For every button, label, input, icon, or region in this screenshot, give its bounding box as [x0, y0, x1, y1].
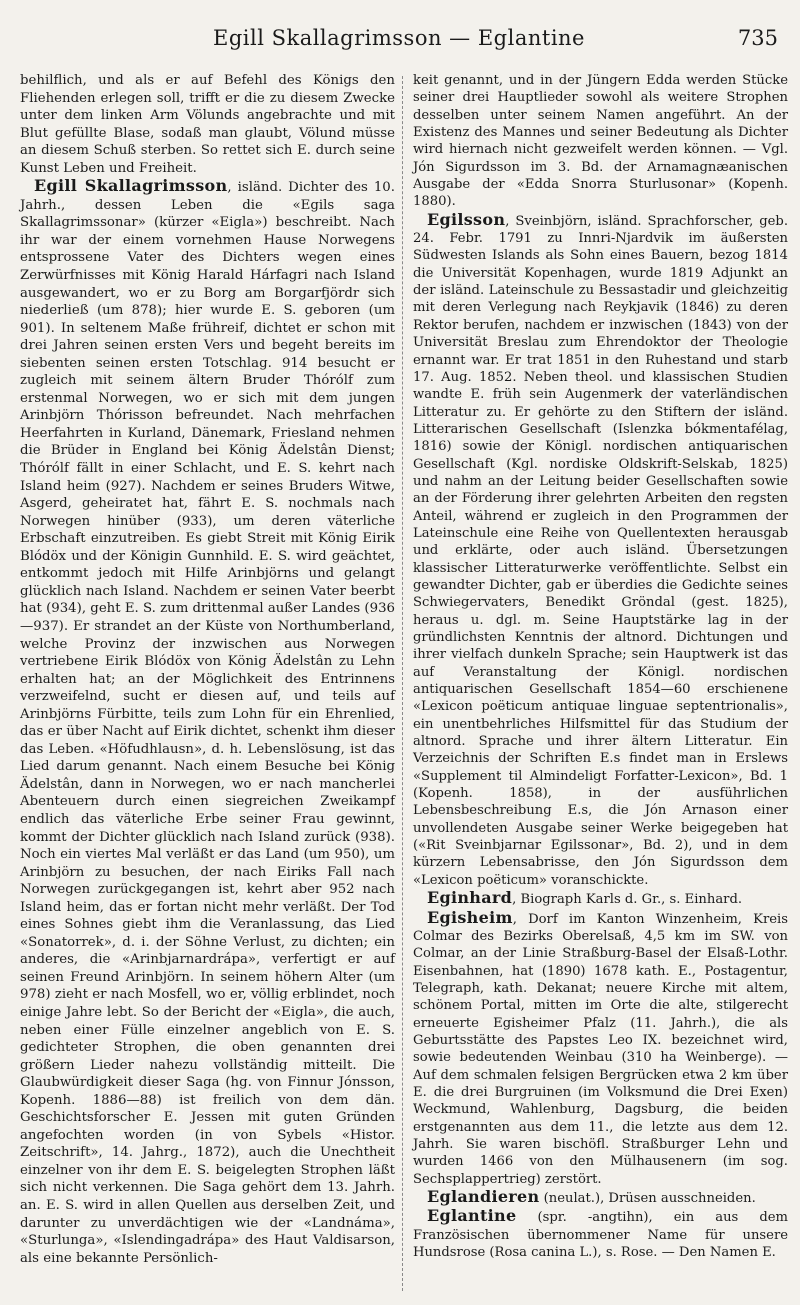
entry-headword: Eglantine: [427, 1206, 517, 1226]
continued-paragraph: [413, 72, 788, 211]
entry-text: (neulat.), Drüsen ausschneiden.: [539, 1191, 756, 1206]
entry-text: (spr. -angtihn), ein aus dem Französischen übernommener Name für unsere Hundsrose (Rosa canina L.), s. Rose. — Den Namen E.: [413, 1210, 788, 1261]
entry-eglandieren: [413, 1188, 788, 1207]
entry-text: , Dorf im Kanton Winzenheim, Kreis Colmar des Bezirks Oberelsaß, 4,5 km im SW. von Colmar, an der Linie Straßburg-Basel der Elsaß-Lothr. Eisenbahnen, hat (1890) 1678 kath. E., Postagentur, Telegraph, kath. Dekanat; neuere Kirche mit altem, schönem Portal, mitten im Orte die alte, stilgerecht erneuerte Egisheimer Pfalz (11. Jahrh.), die als Geburtsstätte des Papstes Leo IX. bezeichnet wird, sowie bedeutenden Weinbau (310 ha Weinberge). — Auf dem schmalen felsigen Bergrücken etwa 2 km über E. die drei Burgruinen (im Volksmund die Drei Exen) Weckmund, Wahlenburg, Dagsburg, die beiden erstgenannten aus dem 11., die letzte aus dem 12. Jahrh. Sie waren bischöfl. Straßburger Lehn und wurden 1466 von den Mülhausenern (im sog. Sechsplappertrieg) zerstört.: [413, 911, 788, 1187]
running-title: Egill Skallagrimsson — Eglantine: [212, 26, 585, 50]
entry-headword: Egisheim: [427, 907, 513, 927]
left-column: [20, 72, 395, 1267]
entry-egill-skallagrimsson: [20, 177, 395, 1267]
entry-egisheim: [413, 909, 788, 1189]
paragraph-text: keit genannt, und in der Jüngern Edda werden Stücke seiner drei Hauptlieder sowohl als weitere Strophen desselben unter seinem Namen angeführt. An der Existenz des Mannes und seiner Bedeutung als Dichter wird hiernach nicht gezweifelt werden können. — Vgl. Jón Sigurdsson im 3. Bd. der Arnamagnæanischen Ausgabe der «Edda Snorra Sturlusonar» (Kopenh. 1880).: [413, 73, 788, 210]
entry-eglantine: [413, 1207, 788, 1261]
paragraph-text: behilflich, und als er auf Befehl des Königs den Fliehenden erlegen soll, trifft er die zu diesem Zwecke unter dem linken Arm Völunds angebrachte und mit Blut gefüllte Blase, sodaß man glaubt, Völund müsse an diesem Schuß sterben. So rettet sich E. durch seine Kunst Leben und Freiheit.: [20, 73, 395, 176]
entry-headword: Eglandieren: [427, 1187, 540, 1206]
entry-headword: Eginhard: [427, 888, 513, 908]
page-header: [20, 12, 778, 52]
entry-headword: Egilsson: [427, 209, 506, 229]
entry-text: , isländ. Dichter des 10. Jahrh., dessen Leben die «Egils saga Skallagrimssonar» (kürzer «Eigla») beschreibt. Nach ihr war der einem vornehmen Hause Norwegens entsprossene Vater des Dichters wegen eines Zerwürfnisses mit König Harald Hárfagri nach Island ausgewandert, wo er zu Borg am Borgarfjördr sich niederließ (um 878); hier wurde E. S. geboren (um 901). In seltenem Maße frühreif, dichtet er schon mit drei Jahren seinen ersten Vers und begeht bereits im siebenten seinen ersten Totschlag. 914 besucht er zugleich mit seinem ältern Bruder Thórólf zum erstenmal Norwegen, wo er sich mit dem jungen Arinbjörn Thórisson befreundet. Nach mehrfachen Heerfahrten in Kurland, Dänemark, Friesland nehmen die Brüder in England bei König Ädelstân Dienst; Thórólf fällt in einer Schlacht, und E. S. kehrt nach Island heim (927). Nachdem er seines Bruders Witwe, Asgerd, geheiratet hat, fährt E. S. nochmals nach Norwegen hinüber (933), um deren väterliche Erbschaft einzutreiben. Es giebt Streit mit König Eirik Blódöx und der Königin Gunnhild. E. S. wird geächtet, entkommt jedoch mit Hilfe Arinbjörns und gelangt glücklich nach Island. Nachdem er seinen Vater beerbt hat (934), geht E. S. zum drittenmal außer Landes (936—937). Er strandet an der Küste von Northumberland, welche Provinz der inzwischen aus Norwegen vertriebene Eirik Blódöx von König Ädelstân zu Lehn erhalten hat; an der Möglichkeit des Entrinnens verzweifelnd, sucht er diesen auf, und teils auf Arinbjörns Fürbitte, teils zum Lohn für ein Ehrenlied, das er über Nacht auf Eirik dichtet, schenkt ihm dieser das Leben. «Höfudhlausn», d. h. Lebenslösung, ist das Lied darum genannt. Nach einem Besuche bei König Ädelstân, dann in Norwegen, wo er nach mancherlei Abenteuern durch einen siegreichen Zweikampf endlich das väterliche Erbe seiner Frau gewinnt, kommt der Dichter glücklich nach Island zurück (938). Noch ein viertes Mal verläßt er das Land (um 950), um Arinbjörn zu besuchen, der nach Eiriks Fall nach Norwegen zurückgegangen ist, kehrt aber 952 nach Island heim, das er fortan nicht mehr verläßt. Der Tod eines Sohnes giebt ihm die Veranlassung, das Lied «Sonatorrek», d. i. der Söhne Verlust, zu dichten; ein anderes, die «Arinbjarnardrápa», verfertigt er auf seinen Freund Arinbjörn. In seinem höhern Alter (um 978) zieht er nach Mosfell, wo er, völlig erblindet, noch einige Jahre lebt. So der Bericht der «Eigla», die auch, neben einer Fülle einzelner angeblich von E. S. gedichteter Strophen, die oben genannten drei größern Lieder nahezu vollständig mitteilt. Die Glaubwürdigkeit dieser Saga (hg. von Finnur Jónsson, Kopenh. 1886—88) ist freilich von dem dän. Geschichtsforscher E. Jessen mit guten Gründen angefochten worden (in von Sybels «Histor. Zeitschrift», 14. Jahrg., 1872), auch die Unechtheit einzelner von ihr dem E. S. beigelegten Strophen läßt sich nicht verkennen. Die Saga gehört dem 13. Jahrh. an. E. S. wird in allen Quellen aus derselben Zeit, und darunter zu unverdächtigen wie der «Landnáma», «Sturlunga», «Islendingadrápa» des Haut Valdisarson, als eine bekannte Persönlich-: [20, 180, 395, 1266]
right-column: [413, 72, 788, 1261]
entry-text: , Biograph Karls d. Gr., s. Einhard.: [512, 892, 743, 908]
entry-egilsson: [413, 211, 788, 889]
column-divider: [402, 76, 403, 1291]
entry-text: , Sveinbjörn, isländ. Sprachforscher, geb. 24. Febr. 1791 zu Innri-Njardvik im äußersten Südwesten Islands als Sohn eines Bauern, bezog 1814 die Universität Kopenhagen, wurde 1819 Adjunkt an der isländ. Lateinschule zu Bessastadir und gleichzeitig mit deren Verlegung nach Reykjavik (1846) zu deren Rektor berufen, nachdem er inzwischen (1843) von der Universität Breslau zum Ehrendoktor der Theologie ernannt war. Er trat 1851 in den Ruhestand und starb 17. Aug. 1852. Neben theol. und klassischen Studien wandte E. früh sein Augenmerk der vaterländischen Litteratur zu. Er gehörte zu den Stiftern der isländ. Litterarischen Gesellschaft (Islenzka bókmentafélag, 1816) sowie der Königl. nordischen antiquarischen Gesellschaft (Kgl. nordiske Oldskrift-Selskab, 1825) und nahm an der Leitung beider Gesellschaften sowie an der Förderung ihrer gelehrten Arbeiten den regsten Anteil, während er zugleich in den Programmen der Lateinschule eine Reihe von Quellentexten herausgab und erklärte, oder auch isländ. Übersetzungen klassischer Litteraturwerke veröffentlichte. Selbst ein gewandter Dichter, gab er überdies die Gedichte seines Schwiegervaters, Benedikt Gröndal (gest. 1825), heraus u. dgl. m. Seine Hauptstärke lag in der gründlichsten Kenntnis der altnord. Dichtungen und ihrer vielfach dunkeln Sprache; sein Hauptwerk ist das auf Veranstaltung der Königl. nordischen antiquarischen Gesellschaft 1854—60 erschienene «Lexicon poëticum antiquae linguae septentrionalis», ein unentbehrliches Hilfsmittel für das Studium der altnord. Sprache und ihrer ältern Litteratur. Ein Verzeichnis der Schriften E.s findet man in Erslews «Supplement til Almindeligt Forfatter-Lexicon», Bd. 1 (Kopenh. 1858), in der ausführlichen Lebensbeschreibung E.s, die Jón Arnason einer unvollendeten Ausgabe seiner Werke beigegeben hat («Rit Sveinbjarnar Egilssonar», Bd. 2), und in dem kürzern Lebensabrisse, den Jón Sigurdsson dem «Lexicon poëticum» voranschickte.: [413, 213, 788, 888]
page-number: 735: [737, 26, 778, 50]
entry-headword: Egill Skallagrimsson: [34, 176, 228, 196]
continued-paragraph: [20, 72, 395, 177]
entry-eginhard: [413, 889, 788, 908]
